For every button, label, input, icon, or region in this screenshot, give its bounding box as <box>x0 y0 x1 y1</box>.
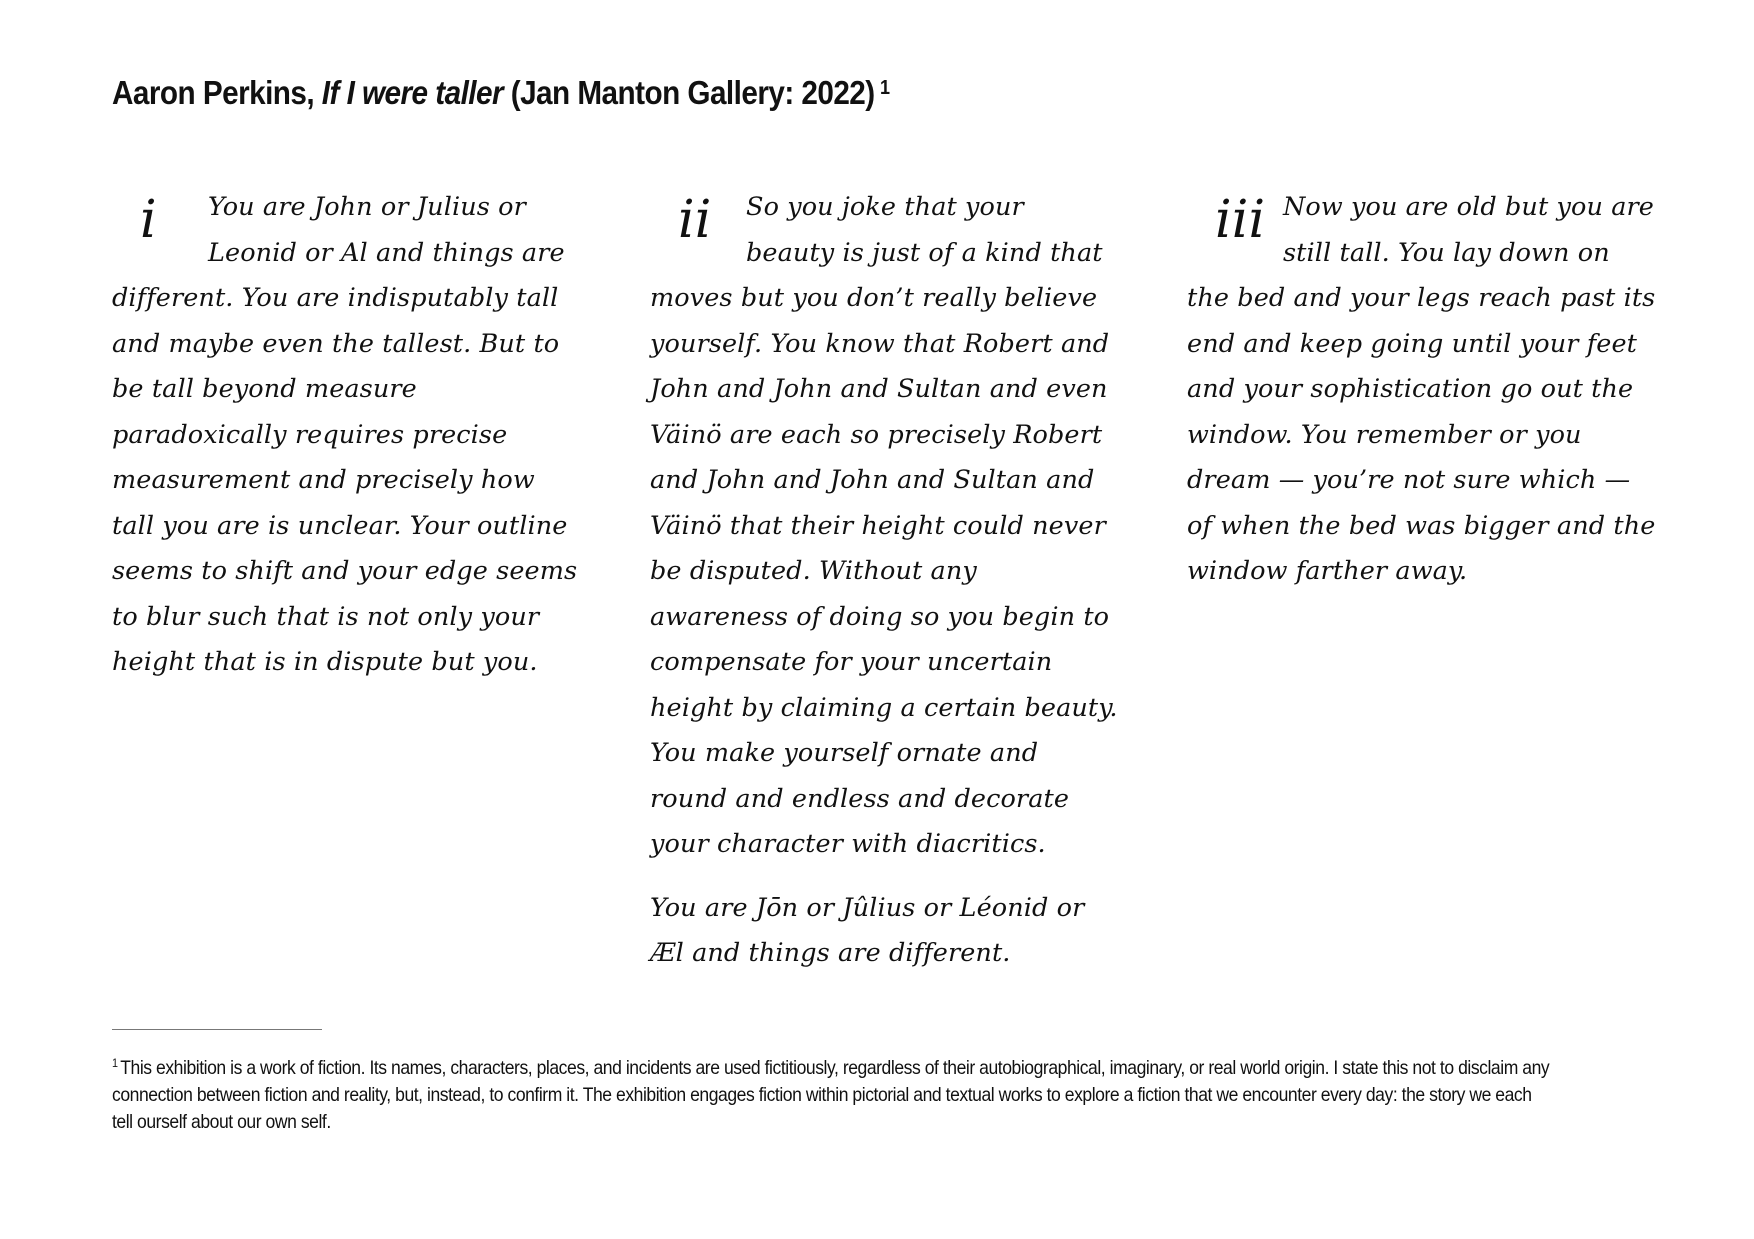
column-iii <box>1187 185 1657 595</box>
section-numeral: ii <box>678 190 712 250</box>
paragraph: You are Jōn or Jûlius or Léonid or Æl and things are different. <box>650 892 1085 968</box>
footnote-text: This exhibition is a work of fiction. Its names, characters, places, and incidents are used fictitiously, regardless of their autobiographical, imaginary, or real world origin. I state this not to disclaim any connection between fiction and reality, but, instead, to confirm it. The exhibition engages fiction within pictorial and textual works to explore a fiction that we encounter every day: the story we each tell ourself about our own self. <box>112 1057 1550 1133</box>
column-i <box>112 185 582 686</box>
section-numeral: i <box>140 190 157 250</box>
exhibition-title: If I were taller <box>321 74 503 111</box>
paragraph: So you joke that your beauty is just of a kind that moves but you don’t really believe yourself. You know that Robert and John and John and Sultan and even Väinö are each so precisely Robert and John and John and Sultan and Väinö that their height could never be disputed. Without any awareness of doing so you begin to compensate for your uncertain height by claiming a certain beauty. You make yourself ornate and round and endless and decorate your character with diacritics. <box>650 192 1118 859</box>
paragraph: Now you are old but you are still tall. You lay down on the bed and your legs reach past its end and keep going until your feet and your sophistication go out the window. You remember or you dream — you’re not sure which — of when the bed was bigger and the window farther away. <box>1187 192 1656 586</box>
exhibition-venue: (Jan Manton Gallery: 2022) <box>510 74 875 111</box>
footnote-reference: 1 <box>880 77 890 99</box>
footnote-marker: 1 <box>112 1056 118 1070</box>
footnote-divider <box>112 1029 322 1030</box>
author-name: Aaron Perkins, <box>112 74 315 111</box>
paragraph: You are John or Julius or Leonid or Al and things are different. You are indisputably tall and maybe even the tallest. But to be tall beyond measure paradoxically requires precise measurement and precisely how tall you are is unclear. Your outline seems to shift and your edge seems to blur such that is not only your height that is in dispute but you. <box>112 192 578 677</box>
section-numeral: iii <box>1215 190 1266 250</box>
footnote <box>112 1050 1552 1136</box>
column-ii <box>650 185 1120 977</box>
page-title <box>112 74 890 112</box>
